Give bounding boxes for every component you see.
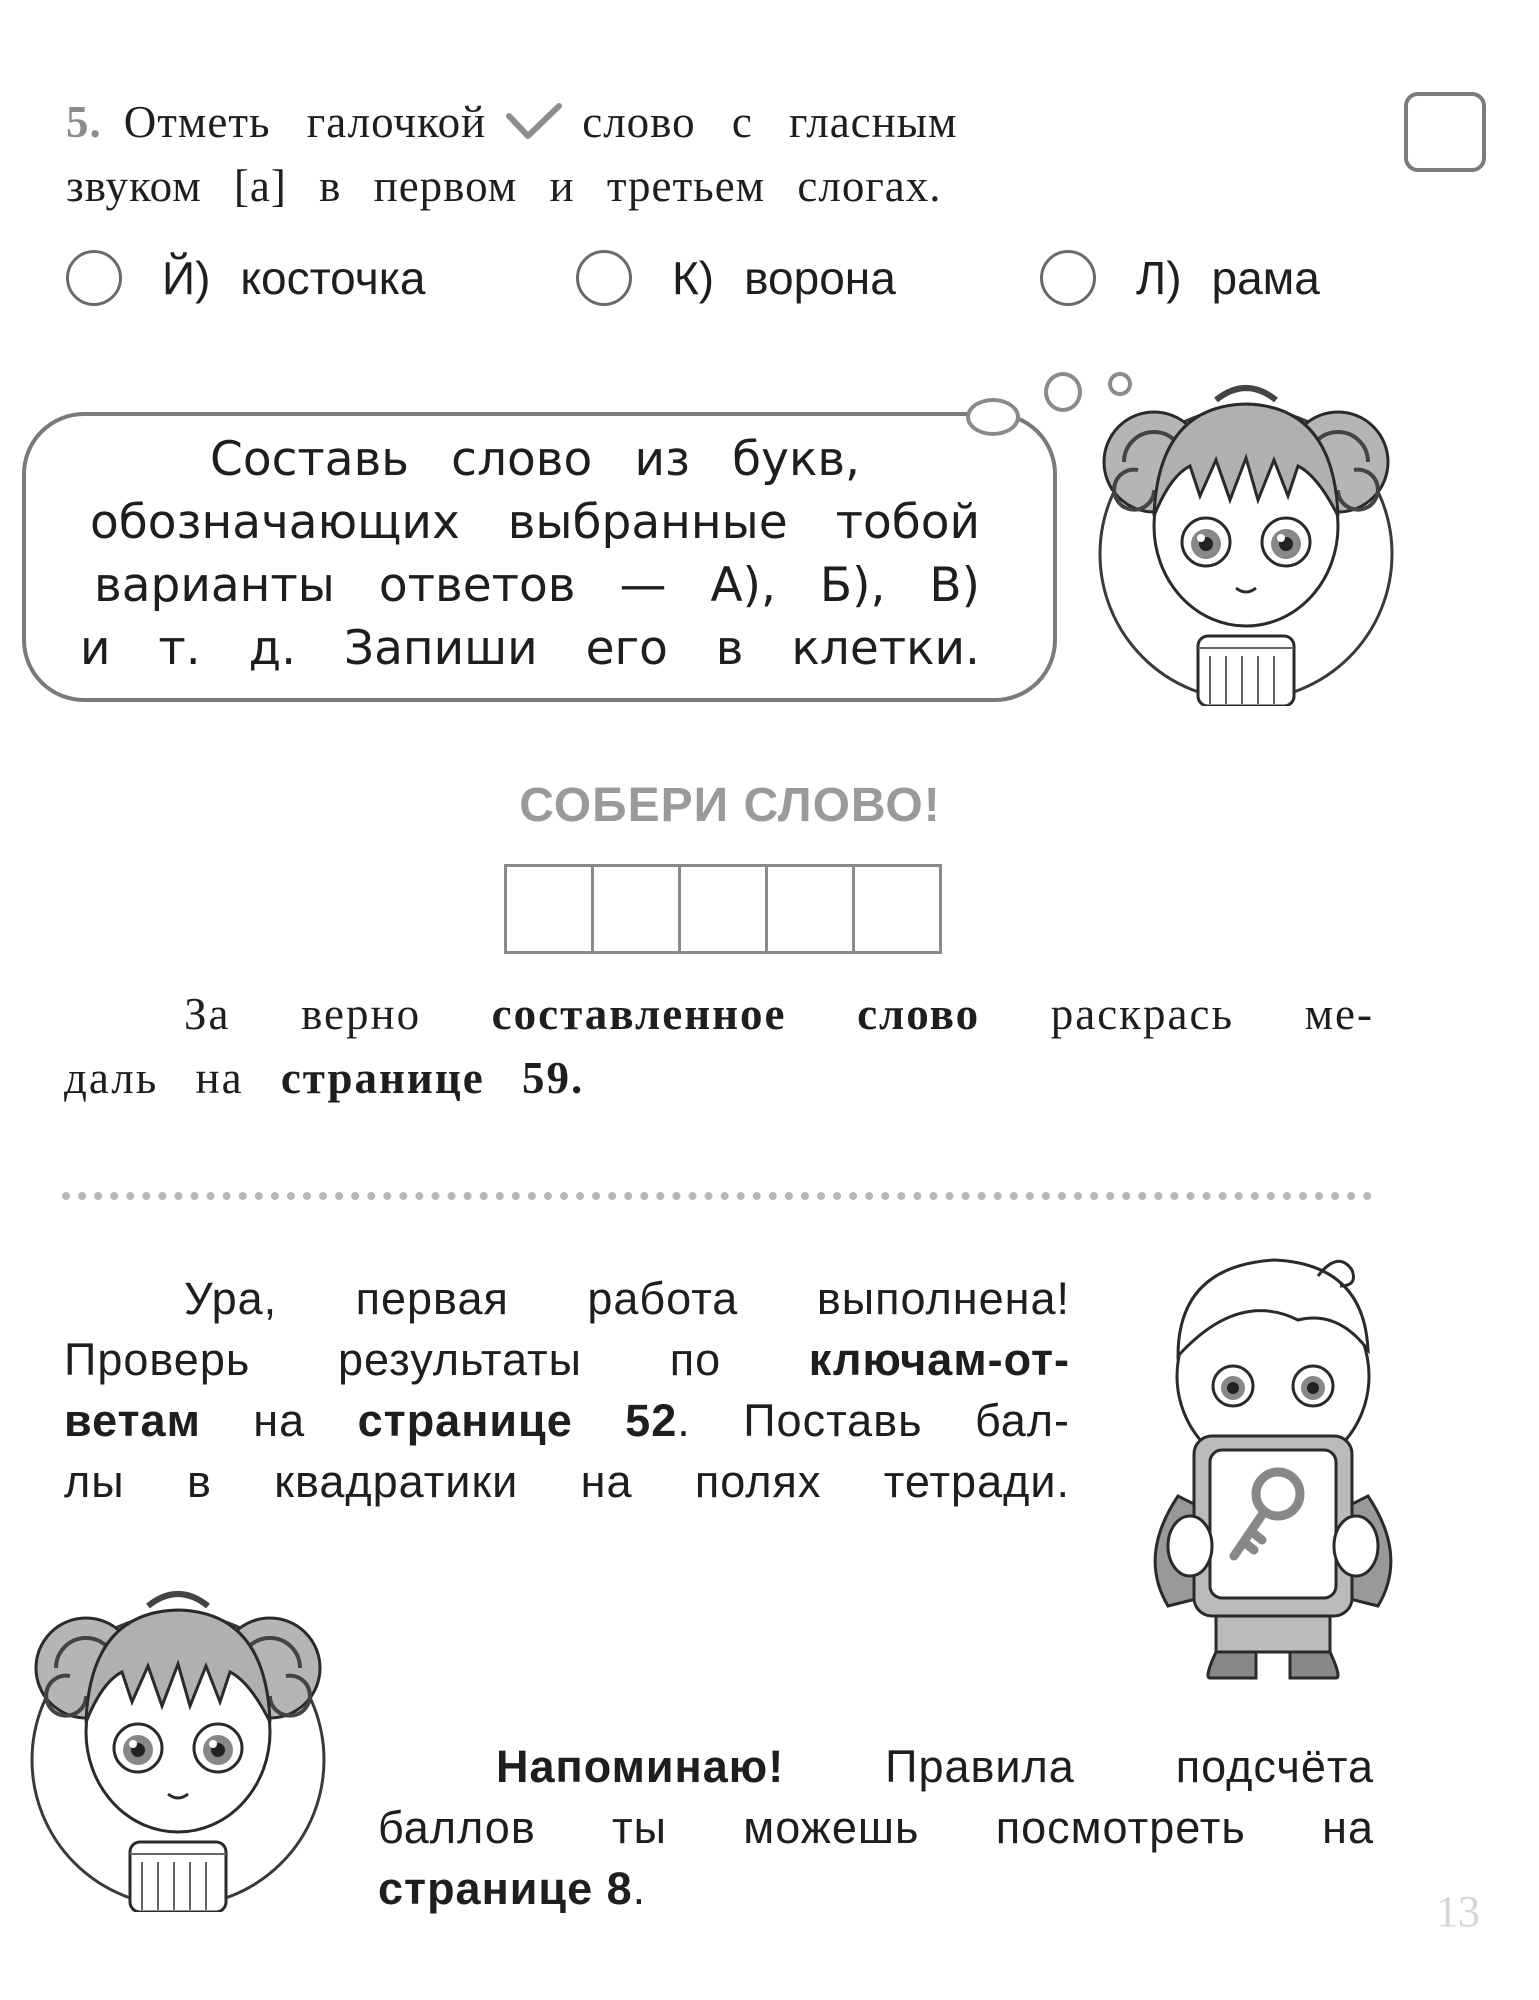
answer-cells [504,864,942,954]
task-number: 5. [66,97,102,147]
medal-line-1 [184,988,1374,1040]
answer-cell-4[interactable] [768,867,855,951]
medal-text-1: За верно [184,989,492,1039]
results-text-3b: на [200,1395,358,1446]
dotted-divider [62,1192,1372,1200]
results-line-3 [64,1390,1070,1451]
option-3[interactable] [1040,248,1320,308]
medal-bold-1: составленное слово [491,989,981,1039]
results-line-2 [64,1329,1070,1390]
task-5-line-2: звуком [а] в первом и третьем слогах. [66,161,942,211]
task-text-part-2: слово с гласным [582,97,958,147]
bubble-line-4: и т. д. Запиши его в клетки. [80,621,980,676]
results-bold-2b: ключам-от- [808,1334,1070,1385]
bubble-line-2: обозначающих выбранные тобой [90,495,980,550]
thought-bubble-dot-medium [1044,372,1082,412]
task-5-line-1 [66,96,1366,153]
bubble-line-1: Составь слово из букв, [210,432,860,487]
answer-cell-2[interactable] [594,867,681,951]
option-1-radio[interactable] [66,250,122,306]
reminder-text-1: Правила подсчёта [784,1741,1374,1792]
answer-cell-5[interactable] [855,867,939,951]
task-text-part-1: Отметь галочкой [123,97,487,147]
results-bold-3c: странице 52 [357,1395,678,1446]
option-1-word: косточка [240,252,426,304]
option-2-word: ворона [744,252,896,304]
medal-bold-2: странице 59. [280,1053,585,1103]
results-text-2a: Проверь результаты по [64,1334,809,1385]
results-paragraph [64,1268,1070,1512]
option-2-radio[interactable] [576,250,632,306]
results-line-1: Ура, первая работа выполнена! [184,1273,1070,1324]
reminder-bold-2: странице 8 [378,1863,633,1914]
results-bold-3a: ветам [64,1395,201,1446]
option-3-radio[interactable] [1040,250,1096,306]
bubble-line-3: варианты ответов — А), Б), В) [94,558,980,613]
collect-word-title: СОБЕРИ СЛОВО! [519,779,941,832]
boy-with-key-illustration-icon [1138,1246,1408,1686]
reminder-text-2: . [632,1863,647,1914]
medal-text-2: раскрась ме- [980,989,1375,1039]
reminder-line-2: баллов ты можешь посмотреть на [378,1802,1374,1853]
bubble-text [80,428,980,680]
score-box[interactable] [1404,92,1486,172]
page-number: 13 [1436,1887,1480,1936]
reminder-paragraph [378,1736,1374,1919]
reminder-line-1 [378,1736,1374,1797]
medal-line-2 [64,1052,1264,1104]
option-3-letter: Л) [1136,252,1182,304]
option-1-letter: Й) [162,252,211,304]
option-3-word: рама [1211,252,1320,304]
option-2[interactable] [576,248,896,308]
option-1[interactable] [66,248,425,308]
girl-illustration-bottom-icon [28,1572,328,1912]
answer-cell-3[interactable] [681,867,768,951]
results-text-3d: . Поставь бал- [677,1395,1071,1446]
reminder-bold-1: Напоминаю! [496,1741,785,1792]
checkmark-icon [506,101,562,153]
answer-cell-1[interactable] [507,867,594,951]
medal-text-3: даль на [64,1053,281,1103]
girl-illustration-icon [1096,366,1396,706]
reminder-line-3 [378,1858,1374,1919]
results-line-4: лы в квадратики на полях тетради. [64,1456,1070,1507]
option-2-letter: К) [672,252,715,304]
